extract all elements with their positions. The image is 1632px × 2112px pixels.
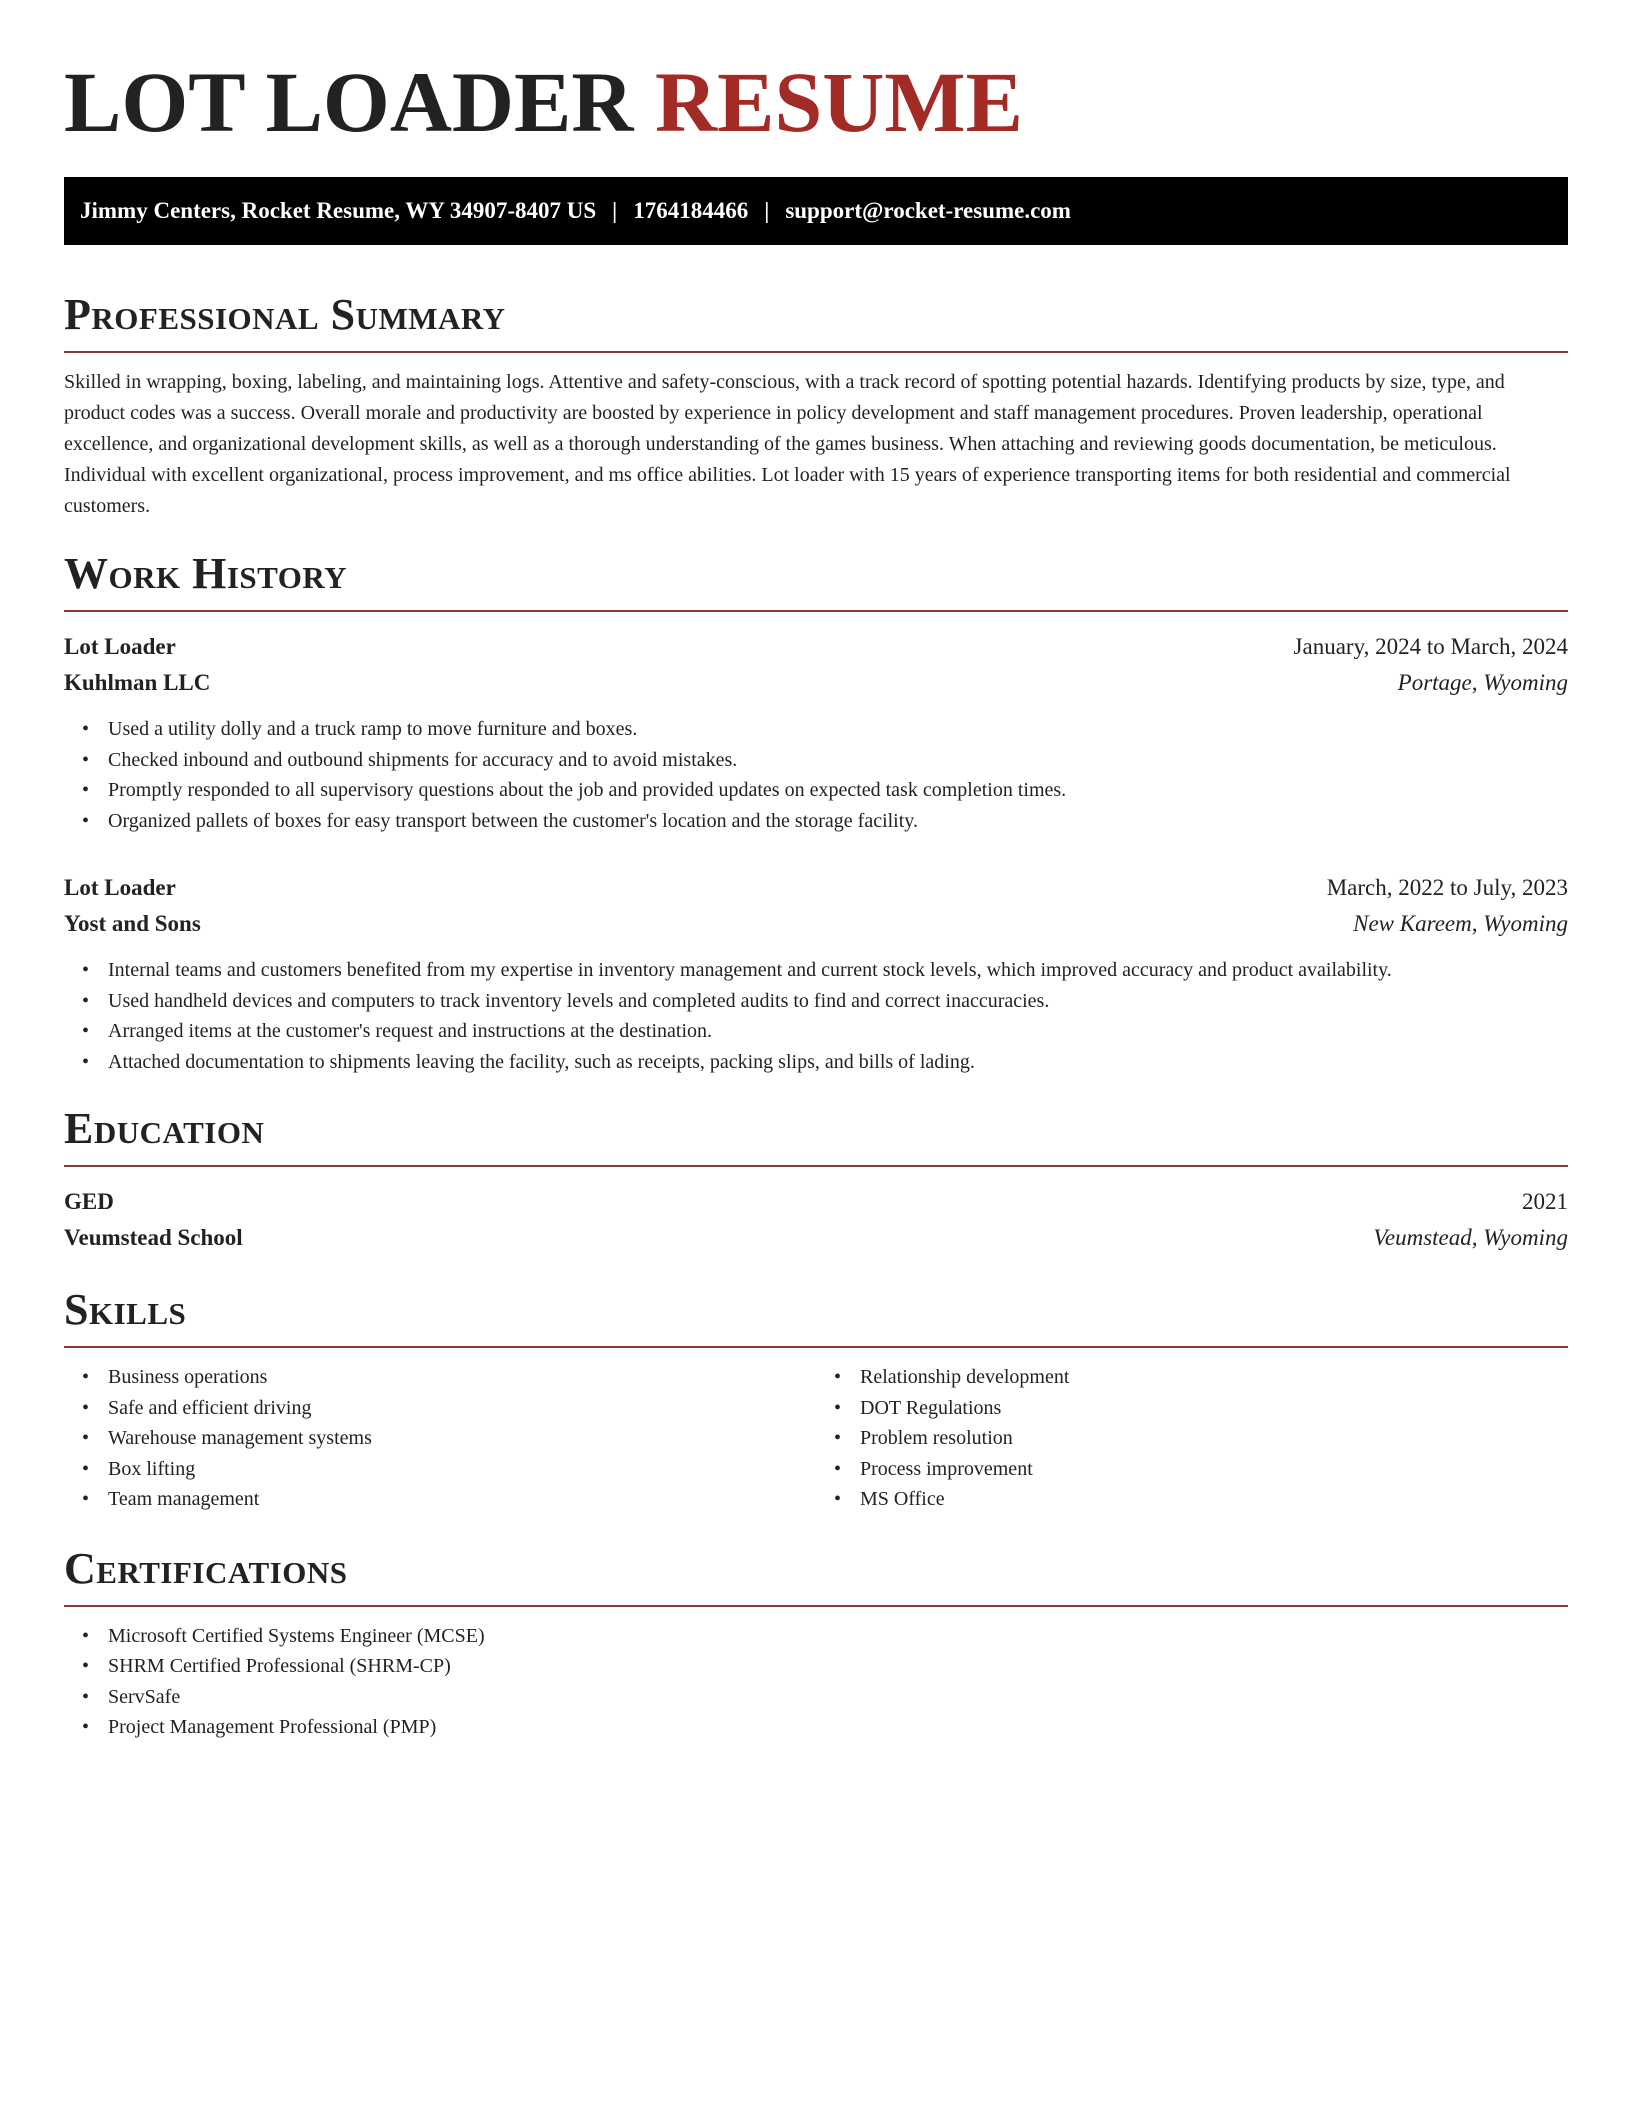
skills-grid [64,1362,1568,1515]
section-heading-summary: Professional Summary [64,290,506,339]
job-company-row [64,665,1568,701]
certifications-list [64,1621,1568,1743]
skills-section [64,1282,1568,1515]
skill-item: • Team management [108,1484,816,1515]
skill-item: • DOT Regulations [860,1393,1568,1424]
skill-item: • Safe and efficient driving [108,1393,816,1424]
certification-item: • Project Management Professional (PMP) [108,1712,1568,1743]
job-dates: January, 2024 to March, 2024 [1293,634,1568,659]
job-location: New Kareem, Wyoming [1353,911,1568,936]
section-heading-education: Education [64,1104,265,1153]
section-heading-work-history: Work History [64,549,348,598]
job-company: Yost and Sons [64,911,201,936]
job-duty: • Attached documentation to shipments leaving the facility, such as receipts, packing slips, and bills of lading. [108,1047,1568,1078]
title-main: LOT LOADER [64,54,634,150]
skill-item: • Business operations [108,1362,816,1393]
education-school: Veumstead School [64,1225,243,1250]
education-location: Veumstead, Wyoming [1373,1225,1568,1250]
education-school-row [64,1220,1568,1256]
skill-item: • MS Office [860,1484,1568,1515]
certification-item: • SHRM Certified Professional (SHRM-CP) [108,1651,1568,1682]
education-entry [64,1184,1568,1256]
title-accent: RESUME [655,54,1023,150]
section-divider [64,610,1568,612]
job-duty: • Used a utility dolly and a truck ramp to move furniture and boxes. [108,714,1568,745]
resume-title [64,52,1568,152]
skill-item: • Warehouse management systems [108,1423,816,1454]
job-duty: • Promptly responded to all supervisory questions about the job and provided updates on expected task completion times. [108,775,1568,806]
section-heading-certifications: Certifications [64,1543,348,1593]
skill-item: • Problem resolution [860,1423,1568,1454]
job-duties-list [64,955,1568,1077]
education-degree: GED [64,1189,114,1214]
section-divider [64,1605,1568,1607]
skill-item: • Process improvement [860,1454,1568,1485]
job-duty: • Arranged items at the customer's request and instructions at the destination. [108,1016,1568,1047]
contact-separator: | [764,198,770,223]
contact-phone: 1764184466 [633,198,749,223]
work-history-section [64,546,1568,1077]
section-divider [64,1346,1568,1348]
education-section [64,1101,1568,1256]
job-title: Lot Loader [64,634,176,659]
job-duty: • Used handheld devices and computers to track inventory levels and completed audits to find and correct inaccuracies. [108,986,1568,1017]
education-header-row [64,1184,1568,1220]
skill-item: • Box lifting [108,1454,816,1485]
certification-item: • ServSafe [108,1682,1568,1713]
job-entry [64,870,1568,1077]
education-year: 2021 [1522,1189,1568,1214]
job-duties-list [64,714,1568,836]
summary-text: Skilled in wrapping, boxing, labeling, and maintaining logs. Attentive and safety-conscious, with a track record of spotting potential hazards. Identifying products by size, type, and product codes was a success. Overall morale and productivity are boosted by experience in policy development and staff management procedures. Proven leadership, operational excellence, and organizational development skills, as well as a thorough understanding of the games business. When attaching and reviewing goods documentation, be meticulous. Individual with excellent organizational, process improvement, and ms office abilities. Lot loader with 15 years of experience transporting items for both residential and commercial customers. [64,371,1511,517]
job-header-row [64,870,1568,906]
job-company: Kuhlman LLC [64,670,211,695]
contact-separator: | [612,198,618,223]
job-duty: • Checked inbound and outbound shipments for accuracy and to avoid mistakes. [108,745,1568,776]
job-duty: • Internal teams and customers benefited from my expertise in inventory management and current stock levels, which improved accuracy and product availability. [108,955,1568,986]
job-dates: March, 2022 to July, 2023 [1326,875,1568,900]
job-company-row [64,906,1568,942]
section-divider [64,351,1568,353]
job-header-row [64,629,1568,665]
skills-list-left [64,1362,816,1515]
job-title: Lot Loader [64,875,176,900]
job-duty: • Organized pallets of boxes for easy transport between the customer's location and the storage facility. [108,806,1568,837]
skills-list-right [816,1362,1568,1515]
contact-email: support@rocket-resume.com [785,198,1071,223]
job-entry [64,629,1568,836]
summary-section [64,287,1568,522]
skill-item: • Relationship development [860,1362,1568,1393]
certifications-section [64,1541,1568,1743]
section-heading-skills: Skills [64,1285,187,1334]
contact-bar [64,177,1568,245]
section-divider [64,1165,1568,1167]
job-location: Portage, Wyoming [1397,670,1568,695]
contact-address: Jimmy Centers, Rocket Resume, WY 34907-8407 US [80,198,597,223]
certification-item: • Microsoft Certified Systems Engineer (MCSE) [108,1621,1568,1652]
